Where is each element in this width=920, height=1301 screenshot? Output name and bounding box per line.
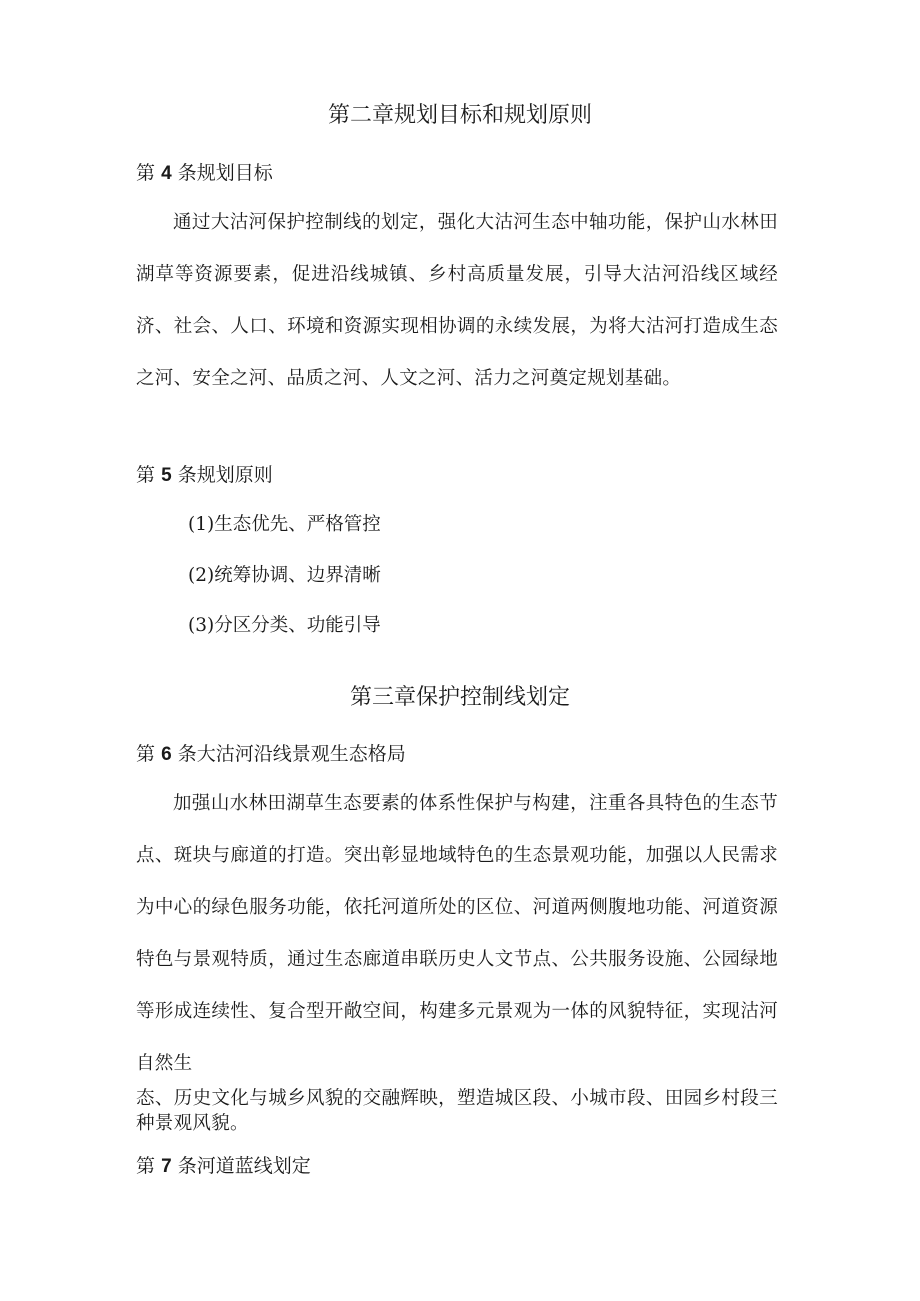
article-title: 条河道蓝线划定 bbox=[177, 1155, 311, 1177]
article-prefix: 第 bbox=[136, 464, 156, 486]
article-4-heading bbox=[136, 160, 273, 187]
article-4-body: 通过大沽河保护控制线的划定，强化大沽河生态中轴功能，保护山水林田湖草等资源要素，促进沿线城镇、乡村高质量发展，引导大沽河沿线区域经济、社会、人口、环境和资源实现相协调的永续发展，为将大沽河打造成生态之河、安全之河、品质之河、人文之河、活力之河奠定规划基础。 bbox=[136, 212, 778, 389]
article-prefix: 第 bbox=[136, 1155, 156, 1177]
principle-item-1: (1)生态优先、严格管控 bbox=[188, 514, 381, 535]
article-6-heading bbox=[136, 741, 406, 768]
article-prefix: 第 bbox=[136, 743, 156, 765]
article-number: 6 bbox=[161, 744, 172, 765]
article-6-body-continued: 态、历史文化与城乡风貌的交融辉映，塑造城区段、小城市段、田园乡村段三种景观风貌。 bbox=[136, 1088, 778, 1134]
chapter-3-title: 第三章保护控制线划定 bbox=[349, 685, 570, 710]
article-prefix: 第 bbox=[136, 162, 156, 184]
article-title: 条规划原则 bbox=[177, 464, 273, 486]
article-6-body: 加强山水林田湖草生态要素的体系性保护与构建，注重各具特色的生态节点、斑块与廊道的打造。突出彰显地域特色的生态景观功能，加强以人民需求为中心的绿色服务功能，依托河道所处的区位、河道两侧腹地功能、河道资源特色与景观特质，通过生态廊道串联历史人文节点、公共服务设施、公园绿地等形成连续性、复合型开敞空间，构建多元景观为一体的风貌特征，实现沽河自然生 bbox=[136, 793, 778, 1074]
article-number: 5 bbox=[161, 465, 172, 486]
article-number: 4 bbox=[161, 163, 172, 184]
chapter-2-title: 第二章规划目标和规划原则 bbox=[327, 103, 592, 128]
article-7-heading bbox=[136, 1153, 311, 1180]
article-number: 7 bbox=[161, 1156, 172, 1177]
principle-item-2: (2)统筹协调、边界清晰 bbox=[188, 565, 381, 586]
article-5-heading bbox=[136, 462, 273, 489]
article-title: 条大沽河沿线景观生态格局 bbox=[177, 743, 406, 765]
principle-item-3: (3)分区分类、功能引导 bbox=[188, 615, 381, 636]
article-title: 条规划目标 bbox=[177, 162, 273, 184]
